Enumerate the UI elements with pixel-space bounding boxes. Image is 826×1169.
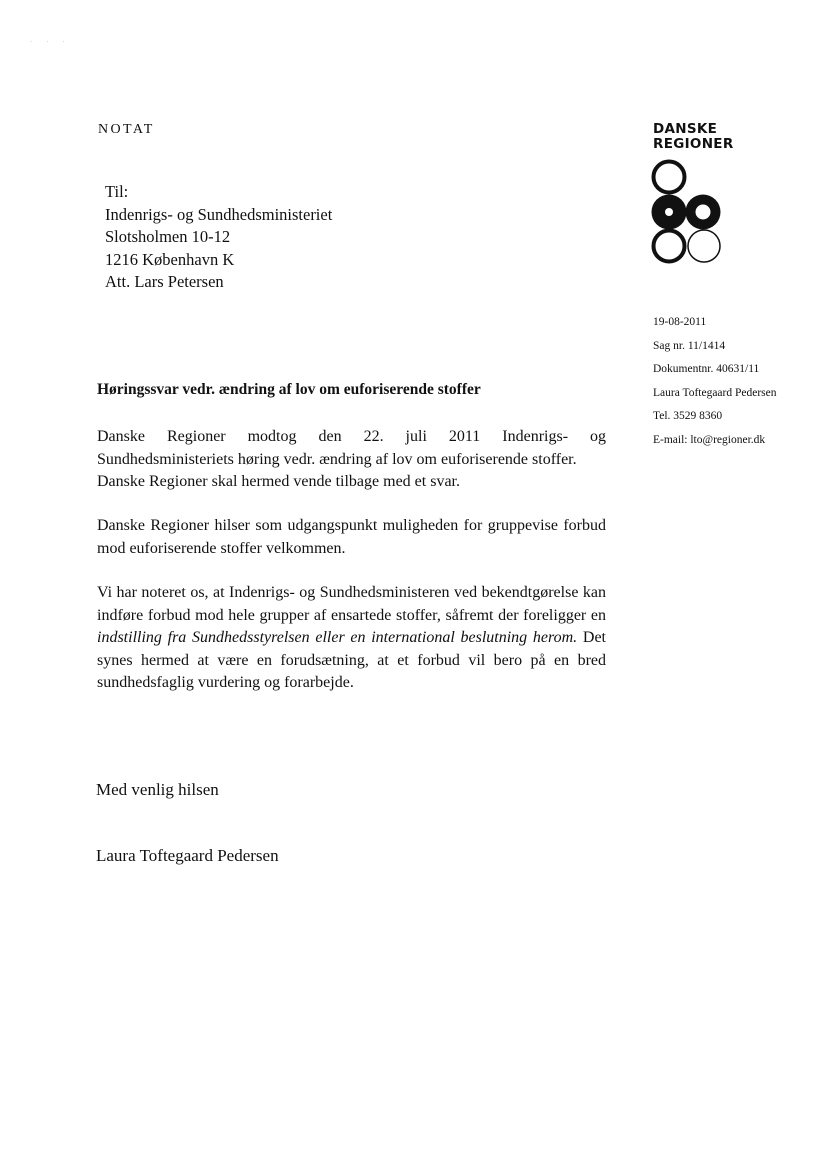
closing-salutation: Med venlig hilsen bbox=[96, 780, 219, 799]
recipient-line: Slotsholmen 10-12 bbox=[105, 227, 231, 246]
recipient-line: Indenrigs- og Sundhedsministeriet bbox=[105, 204, 333, 224]
danske-regioner-logo-icon bbox=[648, 158, 728, 266]
paragraph-text bbox=[97, 582, 606, 695]
meta-phone: Tel. 3529 8360 bbox=[653, 410, 723, 422]
paragraph-italic-text: indstilling fra Sundhedsstyrelsen eller en international beslutning herom. bbox=[97, 629, 578, 646]
document-type-label: NOTAT bbox=[98, 122, 155, 137]
body-paragraph-2 bbox=[97, 515, 606, 560]
paragraph-text: Sundhedsministeriets høring vedr. ændring af lov om euforiserende stoffer. Danske Regioner skal hermed vende tilbage med et svar. bbox=[97, 450, 577, 490]
meta-contact-name: Laura Toftegaard Pedersen bbox=[653, 386, 777, 399]
document-metadata bbox=[653, 311, 777, 452]
body-paragraph-1 bbox=[97, 426, 606, 494]
body-paragraph-3 bbox=[97, 582, 606, 695]
recipient-line: Att. Lars Petersen bbox=[105, 272, 224, 291]
paragraph-line: Danske Regioner modtog den 22. juli 2011 Indenrigs- og bbox=[97, 428, 606, 445]
scan-artifact: · · · bbox=[30, 38, 71, 46]
subject-heading: Høringssvar vedr. ændring af lov om euforiserende stoffer bbox=[97, 381, 481, 398]
meta-email: E-mail: lto@regioner.dk bbox=[653, 433, 766, 446]
paragraph-text-start: Vi har noteret os, at Indenrigs- og Sundhedsministeren ved bekendtgørelse kan indføre forbud mod hele grupper af ensartede stoffer, såfremt der foreligger en bbox=[97, 584, 606, 624]
recipient-line: 1216 København K bbox=[105, 249, 235, 269]
brand-wordmark bbox=[653, 122, 734, 152]
brand-line-2: REGIONER bbox=[653, 136, 734, 152]
recipient-address bbox=[105, 181, 332, 294]
signature-name: Laura Toftegaard Pedersen bbox=[96, 846, 279, 865]
paragraph-text-end: Det synes hermed at være en forudsætning, at et forbud vil bero på en bred sundhedsfaglig vurdering og forarbejde. bbox=[97, 629, 606, 691]
recipient-line: Til: bbox=[105, 182, 129, 201]
brand-line-1: DANSKE bbox=[653, 121, 718, 137]
meta-date: 19-08-2011 bbox=[653, 316, 707, 328]
meta-document-number: Dokumentnr. 40631/11 bbox=[653, 363, 760, 375]
paragraph-text: Danske Regioner hilser som udgangspunkt muligheden for gruppevise forbud mod euforiserende stoffer velkommen. bbox=[97, 517, 606, 557]
meta-case-number: Sag nr. 11/1414 bbox=[653, 339, 726, 352]
